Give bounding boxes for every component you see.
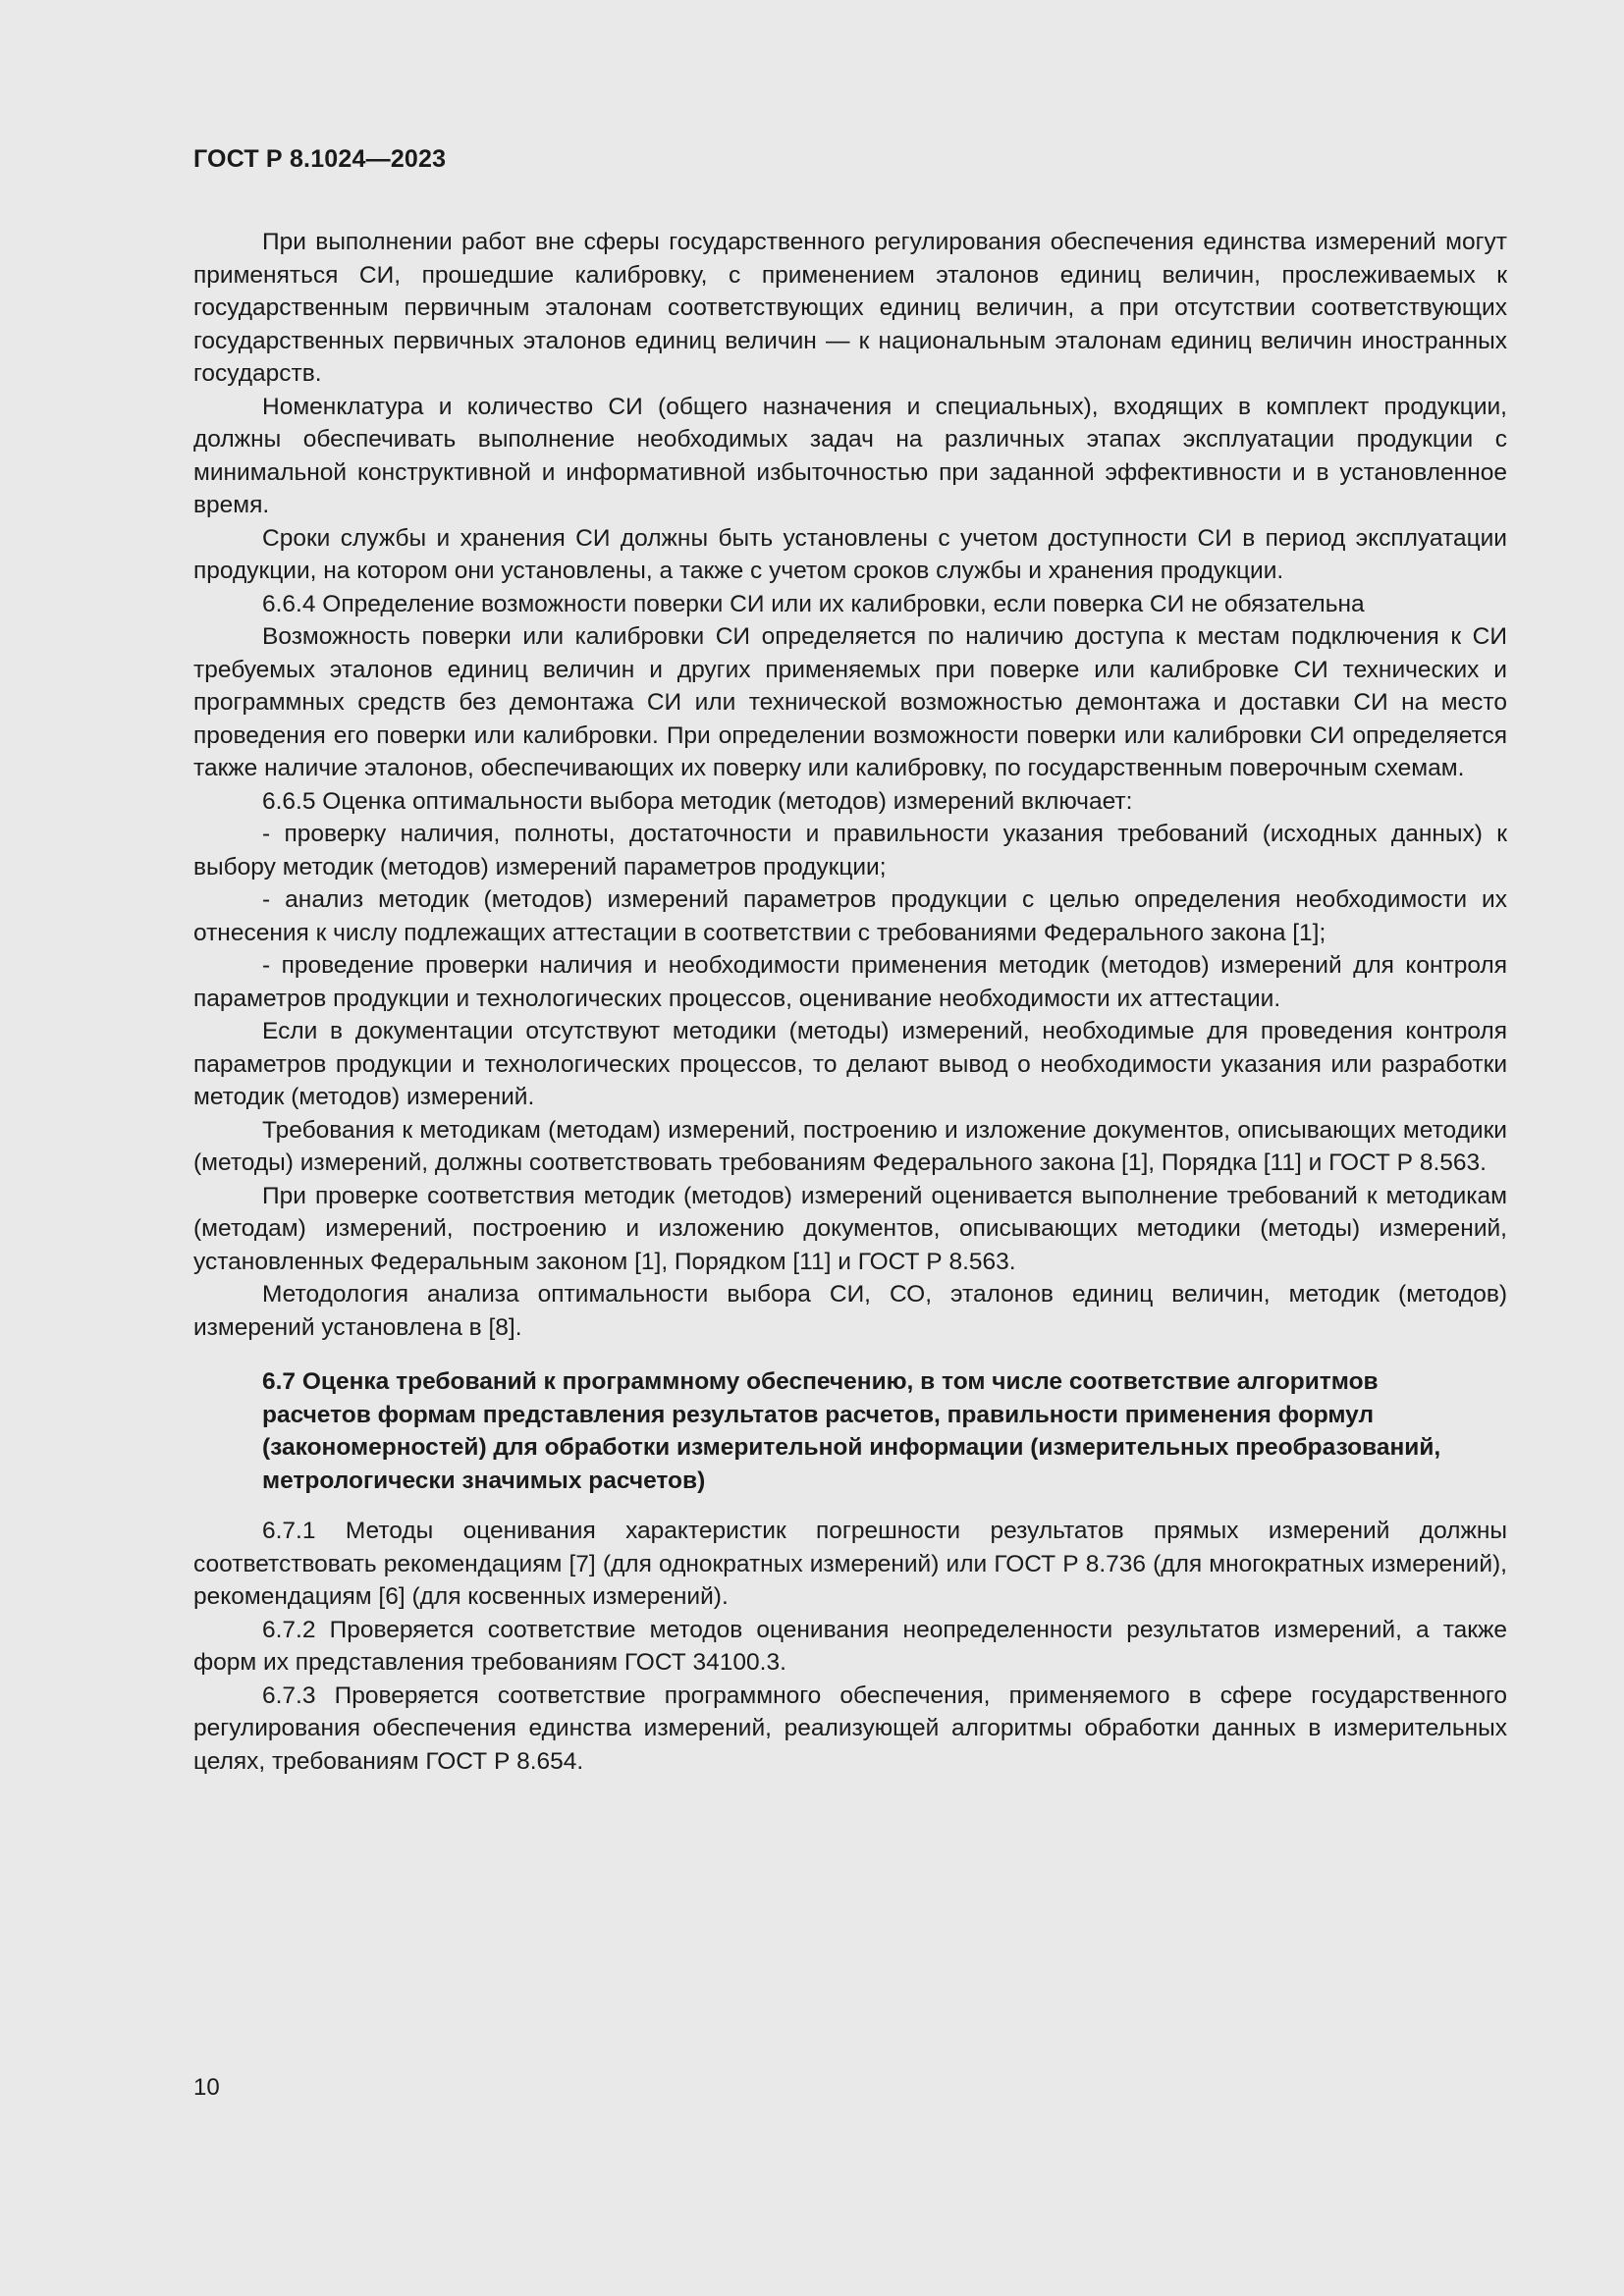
subsection-heading: 6.6.4 Определение возможности поверки СИ или их калибровки, если поверка СИ не обязательна: [262, 590, 1365, 617]
list-item: - проведение проверки наличия и необходимости применения методик (методов) измерений для контроля параметров продукции и технологических процессов, оценивание необходимости их аттестации.: [193, 952, 1507, 1012]
paragraph: При проверке соответствия методик (методов) измерений оценивается выполнение требований к методикам (методам) измерений, построению и изложению документов, описывающих методики (методы) измерений, установленных Федеральным законом [1], Порядком [11] и ГОСТ Р 8.563.: [193, 1182, 1507, 1275]
document-body: [193, 226, 1507, 1778]
paragraph: Номенклатура и количество СИ (общего назначения и специальных), входящих в комплект продукции, должны обеспечивать выполнение необходимых задач на различных этапах эксплуатации продукции с минимальной конструктивной и информативной избыточностью при заданной эффективности и в установленное время.: [193, 393, 1507, 518]
list-item: - проверку наличия, полноты, достаточности и правильности указания требований (исходных данных) к выбору методик (методов) измерений параметров продукции;: [193, 821, 1507, 881]
list-item: - анализ методик (методов) измерений параметров продукции с целью определения необходимости их отнесения к числу подлежащих аттестации в соответствии с требованиями Федерального закона [1];: [193, 886, 1507, 946]
paragraph: 6.7.3 Проверяется соответствие программного обеспечения, применяемого в сфере государственного регулирования обеспечения единства измерений, реализующей алгоритмы обработки данных в измерительных целях, требованиям ГОСТ Р 8.654.: [193, 1682, 1507, 1775]
paragraph: Требования к методикам (методам) измерений, построению и изложение документов, описывающих методики (методы) измерений, должны соответствовать требованиям Федерального закона [1], Порядка [11] и ГОСТ Р 8.563.: [193, 1116, 1507, 1176]
paragraph: Методология анализа оптимальности выбора СИ, СО, эталонов единиц величин, методик (методов) измерений установлена в [8].: [193, 1281, 1507, 1341]
paragraph: Возможность поверки или калибровки СИ определяется по наличию доступа к местам подключения к СИ требуемых эталонов единиц величин и других применяемых при поверке или калибровке СИ технических и программных средств без демонтажа СИ или технической возможностью демонтажа и доставки СИ на место проведения его поверки или калибровки. При определении возможности поверки или калибровки СИ определяется также наличие эталонов, обеспечивающих их поверку или калибровку, по государственным поверочным схемам.: [193, 623, 1507, 781]
subsection-heading: 6.6.5 Оценка оптимальности выбора методик (методов) измерений включает:: [262, 787, 1133, 815]
page-number: 10: [193, 2074, 220, 2101]
paragraph: Если в документации отсутствуют методики (методы) измерений, необходимые для проведения контроля параметров продукции и технологических процессов, то делают вывод о необходимости указания или разработки методик (методов) измерений.: [193, 1018, 1507, 1110]
paragraph: Сроки службы и хранения СИ должны быть установлены с учетом доступности СИ в период эксплуатации продукции, на котором они установлены, а также с учетом сроков службы и хранения продукции.: [193, 524, 1507, 584]
section-heading: 6.7 Оценка требований к программному обеспечению, в том числе соответствие алгоритмов расчетов формам представления результатов расчетов, правильности применения формул (закономерностей) для обработки измерительной информации (измерительных преобразований, метрологически значимых расчетов): [262, 1368, 1441, 1494]
document-header: ГОСТ Р 8.1024—2023: [193, 145, 447, 173]
paragraph: 6.7.1 Методы оценивания характеристик погрешности результатов прямых измерений должны соответствовать рекомендациям [7] (для однократных измерений) или ГОСТ Р 8.736 (для многократных измерений), рекомендациям [6] (для косвенных измерений).: [193, 1518, 1507, 1610]
paragraph: При выполнении работ вне сферы государственного регулирования обеспечения единства измерений могут применяться СИ, прошедшие калибровку, с применением эталонов единиц величин, прослеживаемых к государственным первичным эталонам соответствующих единиц величин, а при отсутствии соответствующих государственных первичных эталонов единиц величин — к национальным эталонам единиц величин иностранных государств.: [193, 229, 1507, 387]
paragraph: 6.7.2 Проверяется соответствие методов оценивания неопределенности результатов измерений, а также форм их представления требованиям ГОСТ 34100.3.: [193, 1616, 1507, 1676]
